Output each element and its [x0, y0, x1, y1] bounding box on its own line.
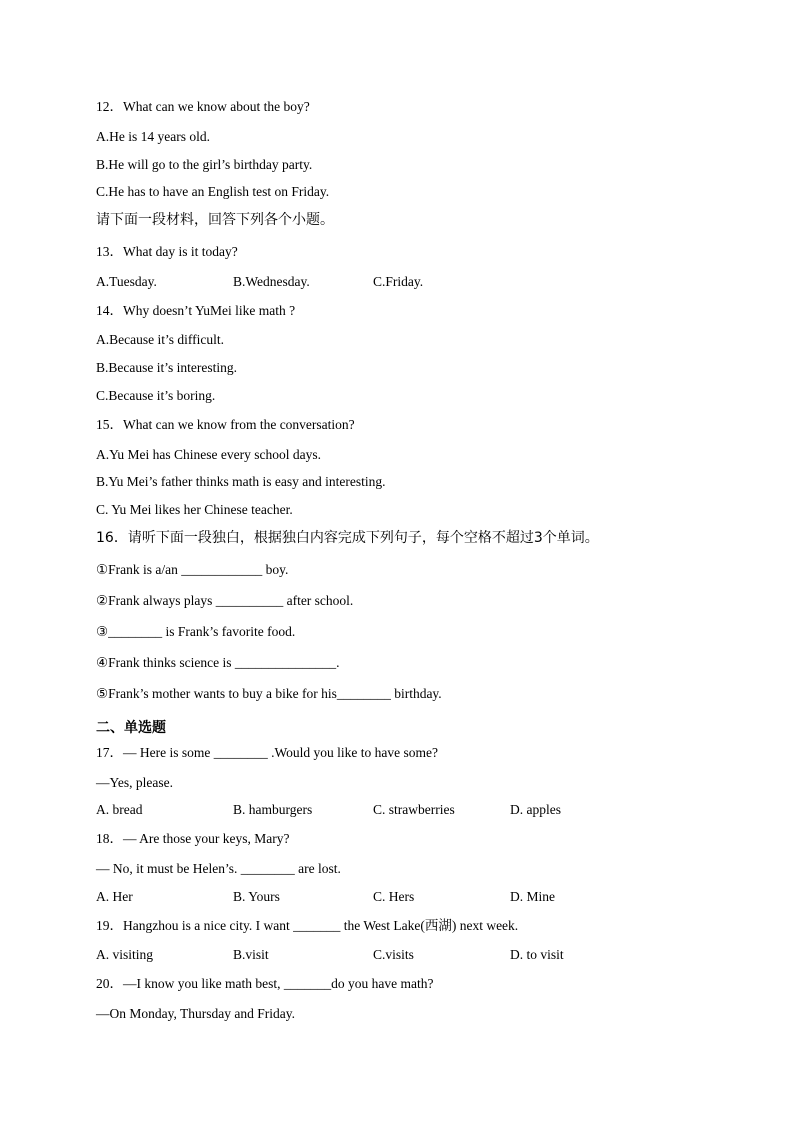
question-18: 18．— Are those your keys, Mary?	[96, 831, 290, 846]
q12-option-c: C.He has to have an English test on Friday.	[96, 184, 330, 199]
q18-option-c: C. Hers	[373, 889, 415, 904]
section-heading: 二、单选题	[96, 720, 166, 736]
q15-option-a: A.Yu Mei has Chinese every school days.	[96, 447, 321, 462]
question-12: 12．What can we know about the boy?	[96, 99, 310, 114]
q16-item-3: ③________ is Frank’s favorite food.	[96, 624, 296, 639]
question-20: 20．—I know you like math best, _______do you have math?	[96, 976, 434, 991]
question-16: 16．请听下面一段独白，根据独白内容完成下列句子，每个空格不超过3个单词。	[96, 530, 599, 546]
q19-option-a: A. visiting	[96, 947, 154, 962]
q19-option-b: B.visit	[233, 947, 269, 962]
q16-item-2: ②Frank always plays __________ after school.	[96, 593, 354, 608]
q16-item-1: ①Frank is a/an ____________ boy.	[96, 562, 289, 577]
q17-option-a: A. bread	[96, 802, 143, 817]
q20-response: —On Monday, Thursday and Friday.	[96, 1006, 295, 1021]
q18-option-a: A. Her	[96, 889, 133, 904]
question-19: 19．Hangzhou is a nice city. I want _______ the West Lake(西湖) next week.	[96, 918, 519, 933]
question-13: 13．What day is it today?	[96, 244, 238, 259]
q16-item-5: ⑤Frank’s mother wants to buy a bike for his________ birthday.	[96, 686, 442, 701]
q14-option-a: A.Because it’s difficult.	[96, 332, 224, 347]
q13-option-c: C.Friday.	[373, 274, 424, 289]
q15-option-c: C. Yu Mei likes her Chinese teacher.	[96, 502, 293, 517]
question-17: 17．— Here is some ________ .Would you like to have some?	[96, 745, 438, 760]
q13-option-b: B.Wednesday.	[233, 274, 310, 289]
q13-option-a: A.Tuesday.	[96, 274, 157, 289]
q17-option-d: D. apples	[510, 802, 561, 817]
q14-option-b: B.Because it’s interesting.	[96, 360, 237, 375]
q18-option-d: D. Mine	[510, 889, 555, 904]
q17-option-c: C. strawberries	[373, 802, 455, 817]
q18-response: — No, it must be Helen’s. ________ are lost.	[96, 861, 341, 876]
q17-option-b: B. hamburgers	[233, 802, 313, 817]
q15-option-b: B.Yu Mei’s father thinks math is easy and interesting.	[96, 474, 386, 489]
q14-option-c: C.Because it’s boring.	[96, 388, 216, 403]
q12-option-a: A.He is 14 years old.	[96, 129, 210, 144]
q16-item-4: ④Frank thinks science is _______________.	[96, 655, 340, 670]
question-14: 14．Why doesn’t YuMei like math ?	[96, 303, 296, 318]
q19-option-d: D. to visit	[510, 947, 564, 962]
question-15: 15．What can we know from the conversation?	[96, 417, 355, 432]
q17-response: —Yes, please.	[96, 775, 173, 790]
instruction-text: 请下面一段材料，回答下列各个小题。	[96, 212, 334, 228]
q18-option-b: B. Yours	[233, 889, 280, 904]
q12-option-b: B.He will go to the girl’s birthday party.	[96, 157, 313, 172]
q19-option-c: C.visits	[373, 947, 414, 962]
